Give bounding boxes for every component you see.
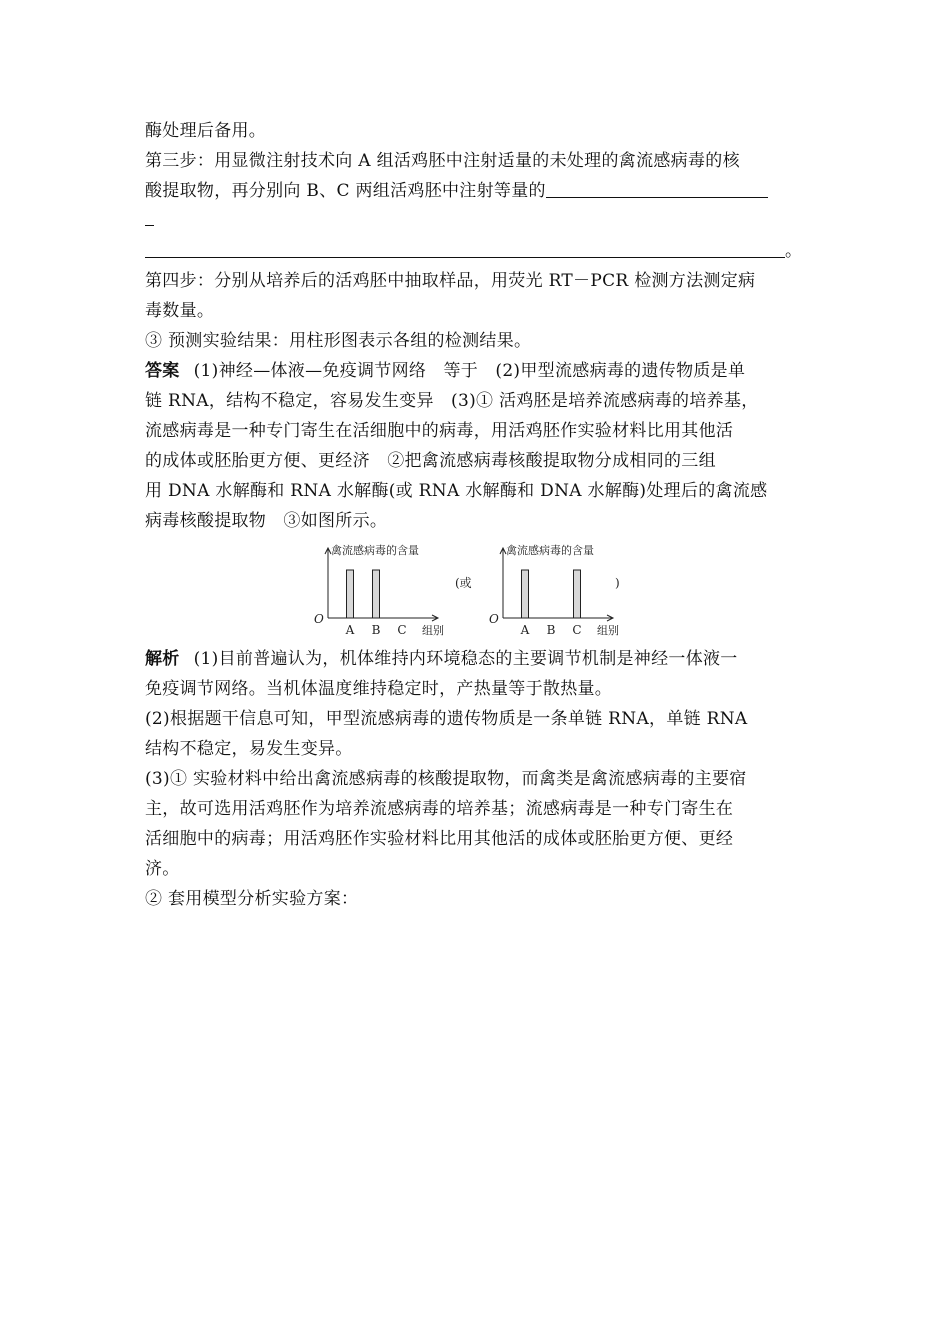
tick-label: C bbox=[572, 623, 582, 637]
tick-label: B bbox=[546, 623, 556, 637]
tick-label: B bbox=[371, 623, 381, 637]
text-line: 活细胞中的病毒；用活鸡胚作实验材料比用其他活的成体或胚胎更方便、更经 bbox=[145, 829, 734, 849]
chart-connector-close: ) bbox=[615, 576, 620, 590]
y-axis-label: 禽流感病毒的含量 bbox=[506, 544, 594, 557]
text-span: 。 bbox=[785, 241, 803, 261]
text-line: 第四步：分别从培养后的活鸡胚中抽取样品，用荧光 RT－PCR 检测方法测定病 bbox=[145, 271, 756, 291]
text-line: 免疫调节网络。当机体温度维持稳定时，产热量等于散热量。 bbox=[145, 679, 613, 699]
text-line: 主，故可选用活鸡胚作为培养流感病毒的培养基；流感病毒是一种专门寄生在 bbox=[145, 799, 734, 819]
text-span: (1)神经—体液—免疫调节网络 等于 (2)甲型流感病毒的遗传物质是单 bbox=[193, 361, 746, 381]
bar bbox=[522, 570, 529, 618]
text-line bbox=[145, 236, 810, 266]
analysis-line bbox=[145, 644, 810, 674]
text-line: 毒数量。 bbox=[145, 301, 215, 321]
text-line: 济。 bbox=[145, 859, 180, 879]
tick-label: A bbox=[520, 623, 530, 637]
x-axis-label: 组别 bbox=[422, 624, 444, 637]
text-line: (2)根据题干信息可知，甲型流感病毒的遗传物质是一条单链 RNA，单链 RNA bbox=[145, 709, 748, 729]
bar bbox=[574, 570, 581, 618]
text-line: 酶处理后备用。 bbox=[145, 121, 267, 141]
tick-label: C bbox=[397, 623, 407, 637]
x-axis-label: 组别 bbox=[597, 624, 619, 637]
text-line bbox=[145, 176, 810, 206]
text-line: ② 套用模型分析实验方案： bbox=[145, 889, 359, 909]
text-span: (1)目前普遍认为，机体维持内环境稳态的主要调节机制是神经一体液一 bbox=[193, 649, 738, 669]
y-axis-label: 禽流感病毒的含量 bbox=[331, 544, 419, 557]
text-span: 酸提取物，再分别向 B、C 两组活鸡胚中注射等量的 bbox=[145, 181, 546, 201]
bar bbox=[347, 570, 354, 618]
text-line: 的成体或胚胎更方便、更经济 ②把禽流感病毒核酸提取物分成相同的三组 bbox=[145, 451, 716, 471]
answer-label: 答案 bbox=[145, 361, 180, 381]
text-line: 病毒核酸提取物 ③如图所示。 bbox=[145, 511, 388, 531]
bar bbox=[373, 570, 380, 618]
answer-line bbox=[145, 356, 810, 386]
fill-blank bbox=[145, 237, 785, 258]
fill-blank-tail bbox=[145, 211, 154, 226]
text-line bbox=[145, 206, 810, 236]
chart-connector-open: (或 bbox=[455, 576, 472, 590]
text-line: ③ 预测实验结果：用柱形图表示各组的检测结果。 bbox=[145, 331, 532, 351]
text-line: 第三步：用显微注射技术向 A 组活鸡胚中注射适量的未处理的禽流感病毒的核 bbox=[145, 151, 740, 171]
text-line: (3)① 实验材料中给出禽流感病毒的核酸提取物，而禽类是禽流感病毒的主要宿 bbox=[145, 769, 747, 789]
text-line: 用 DNA 水解酶和 RNA 水解酶(或 RNA 水解酶和 DNA 水解酶)处理后的禽流感 bbox=[145, 481, 768, 501]
tick-label: A bbox=[345, 623, 355, 637]
chart-figure bbox=[145, 542, 810, 638]
text-line: 链 RNA，结构不稳定，容易发生变异 (3)① 活鸡胚是培养流感病毒的培养基， bbox=[145, 391, 759, 411]
fill-blank bbox=[546, 177, 768, 198]
origin-label: O bbox=[489, 612, 499, 626]
analysis-label: 解析 bbox=[145, 649, 180, 669]
bar-charts bbox=[310, 542, 630, 638]
origin-label: O bbox=[314, 612, 324, 626]
document-page bbox=[145, 116, 810, 914]
text-line: 结构不稳定，易发生变异。 bbox=[145, 739, 353, 759]
text-line: 流感病毒是一种专门寄生在活细胞中的病毒，用活鸡胚作实验材料比用其他活 bbox=[145, 421, 734, 441]
